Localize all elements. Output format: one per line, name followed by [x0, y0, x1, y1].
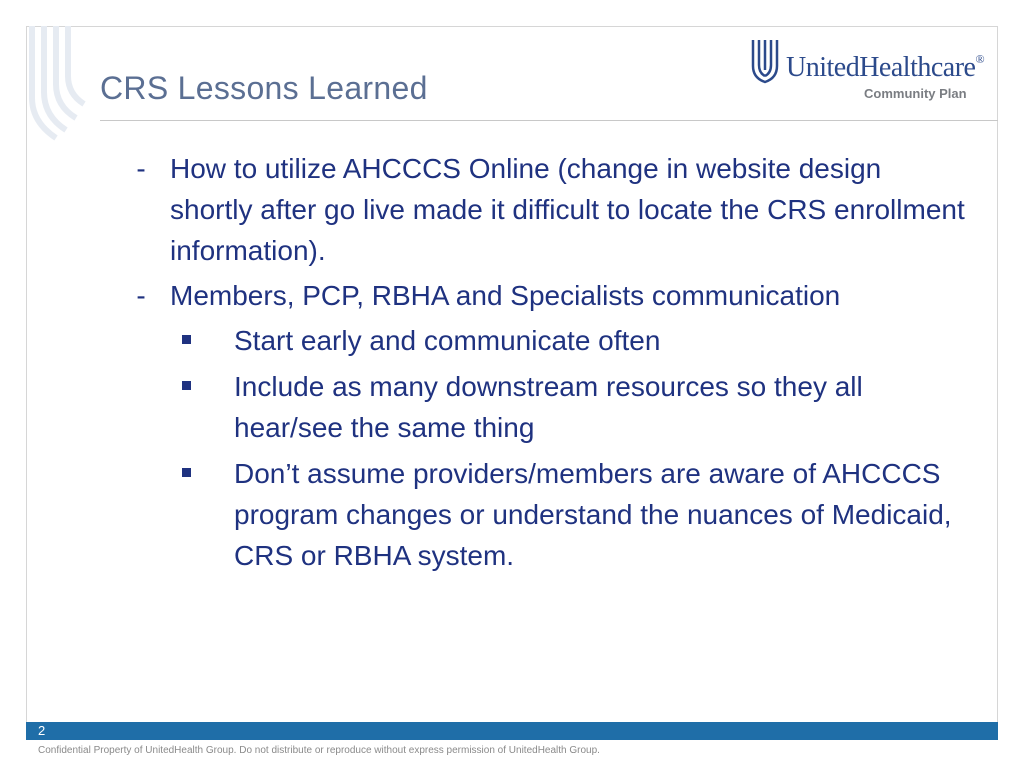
sub-bullet-item: [126, 320, 966, 361]
square-bullet-icon: [182, 381, 191, 390]
slide-title: CRS Lessons Learned: [100, 70, 428, 106]
sub-bullet-text: Include as many downstream resources so they all hear/see the same thing: [234, 371, 863, 443]
logo-subtitle: Community Plan: [864, 86, 967, 101]
bullet-text: How to utilize AHCCCS Online (change in website design shortly after go live made it difficult to locate the CRS enrollment information).: [170, 153, 965, 266]
bullet-item: [126, 148, 966, 271]
uhc-shield-icon: [750, 38, 780, 84]
slide-body: [126, 148, 966, 581]
bullet-text: Members, PCP, RBHA and Specialists communication: [170, 280, 841, 311]
confidentiality-notice: Confidential Property of UnitedHealth Group. Do not distribute or reproduce without express permission of UnitedHealth Group.: [38, 745, 600, 756]
sub-bullet-item: [126, 366, 966, 448]
bullet-item: [126, 275, 966, 316]
title-divider: [100, 120, 998, 121]
logo-wordmark: [786, 52, 984, 84]
sub-bullet-item: [126, 453, 966, 576]
sub-bullet-text: Start early and communicate often: [234, 325, 661, 356]
page-number: 2: [38, 723, 46, 738]
square-bullet-icon: [182, 468, 191, 477]
sub-bullet-text: Don’t assume providers/members are aware of AHCCCS program changes or understand the nuances of Medicaid, CRS or RBHA system.: [234, 458, 952, 571]
watermark-graphic: [26, 26, 86, 156]
company-logo: [750, 38, 990, 108]
registered-mark: ®: [975, 52, 985, 66]
logo-name-text: UnitedHealthcare: [786, 52, 976, 83]
dash-marker: -: [136, 153, 146, 184]
footer-bar: [26, 722, 998, 740]
dash-marker: -: [136, 280, 146, 311]
square-bullet-icon: [182, 335, 191, 344]
